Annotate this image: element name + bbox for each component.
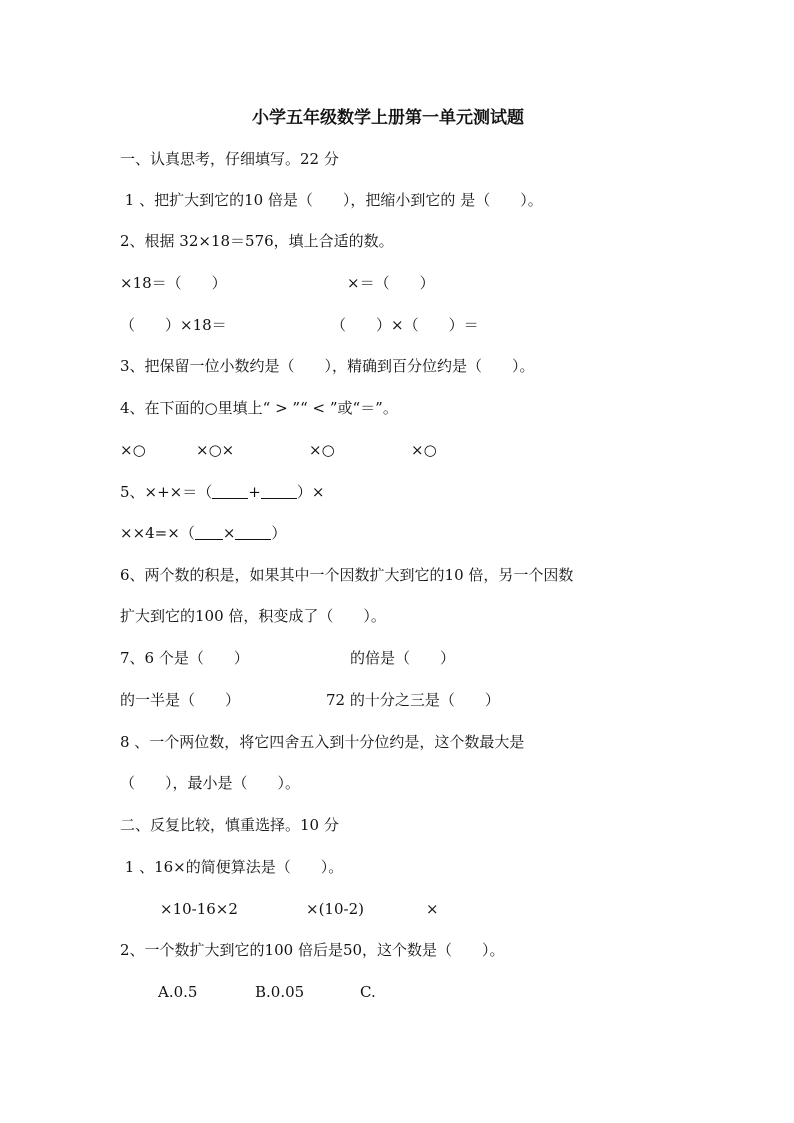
question-1-7-d: 72 的十分之三是（ ） [326,691,500,709]
question-2-2-option-a: A.0.5 [158,983,198,1001]
question-1-2-blank-a: ×18＝（ ） [120,274,227,292]
question-2-1: 1 、16×的简便算法是（ ）。 [120,858,344,876]
question-1-5-line-a [120,482,324,502]
question-2-2: 2、一个数扩大到它的100 倍后是50，这个数是（ ）。 [120,941,505,959]
q5a-blank-2 [261,484,297,499]
q5a-prefix: 5、×+×＝（ [120,483,213,501]
question-1-4-compare-d: ×○ [411,441,437,459]
q5b-suffix: ） [271,524,287,542]
section1-heading: 一、认真思考，仔细填写。22 分 [120,150,339,168]
q5b-times: × [222,524,236,542]
q5b-prefix: ××4=×（ [120,524,195,542]
question-2-1-option-a: ×10-16×2 [160,900,238,918]
question-1-2-blank-d: （ ）×（ ）＝ [331,316,479,334]
q5a-plus: + [248,483,261,501]
question-1-7-b: 的倍是（ ） [350,649,456,667]
question-1-4-compare-a: ×○ [120,441,146,459]
question-2-1-option-b: ×(10-2) [306,900,364,918]
section2-heading: 二、反复比较，慎重选择。10 分 [120,816,339,834]
question-1-2-blank-b: ×＝（ ） [347,274,435,292]
question-1-4-compare-b: ×○× [196,441,235,459]
question-1-7-c: 的一半是（ ） [120,691,241,709]
question-1-3: 3、把保留一位小数约是（ ），精确到百分位约是（ ）。 [120,357,535,375]
question-1-1: 1 、把扩大到它的10 倍是（ ），把缩小到它的 是（ ）。 [120,191,543,209]
question-1-2-blank-c: （ ）×18＝ [120,316,227,334]
q5a-suffix: ）× [296,483,325,501]
q5b-blank-2 [235,525,271,540]
question-1-4-compare-c: ×○ [309,441,335,459]
question-2-2-option-b: B.0.05 [255,983,305,1001]
question-1-4: 4、在下面的○里填上“ > ”“ < ”或“＝”。 [120,399,398,417]
question-1-5-line-b [120,523,286,543]
question-1-8-line-2: （ ），最小是（ ）。 [120,774,301,792]
question-1-2: 2、根据 32×18＝576，填上合适的数。 [120,232,394,250]
question-2-1-option-c: × [426,900,439,918]
question-1-6-line-2: 扩大到它的100 倍，积变成了（ ）。 [120,607,386,625]
question-1-8-line-1: 8 、一个两位数，将它四舍五入到十分位约是，这个数最大是 [120,733,525,751]
question-2-2-option-c: C. [360,983,376,1001]
question-1-6-line-1: 6、两个数的积是，如果其中一个因数扩大到它的10 倍，另一个因数 [120,566,574,584]
page-title: 小学五年级数学上册第一单元测试题 [252,108,524,128]
q5b-blank-1 [195,525,223,540]
q5a-blank-1 [212,484,248,499]
question-1-7-a: 7、6 个是（ ） [120,649,249,667]
